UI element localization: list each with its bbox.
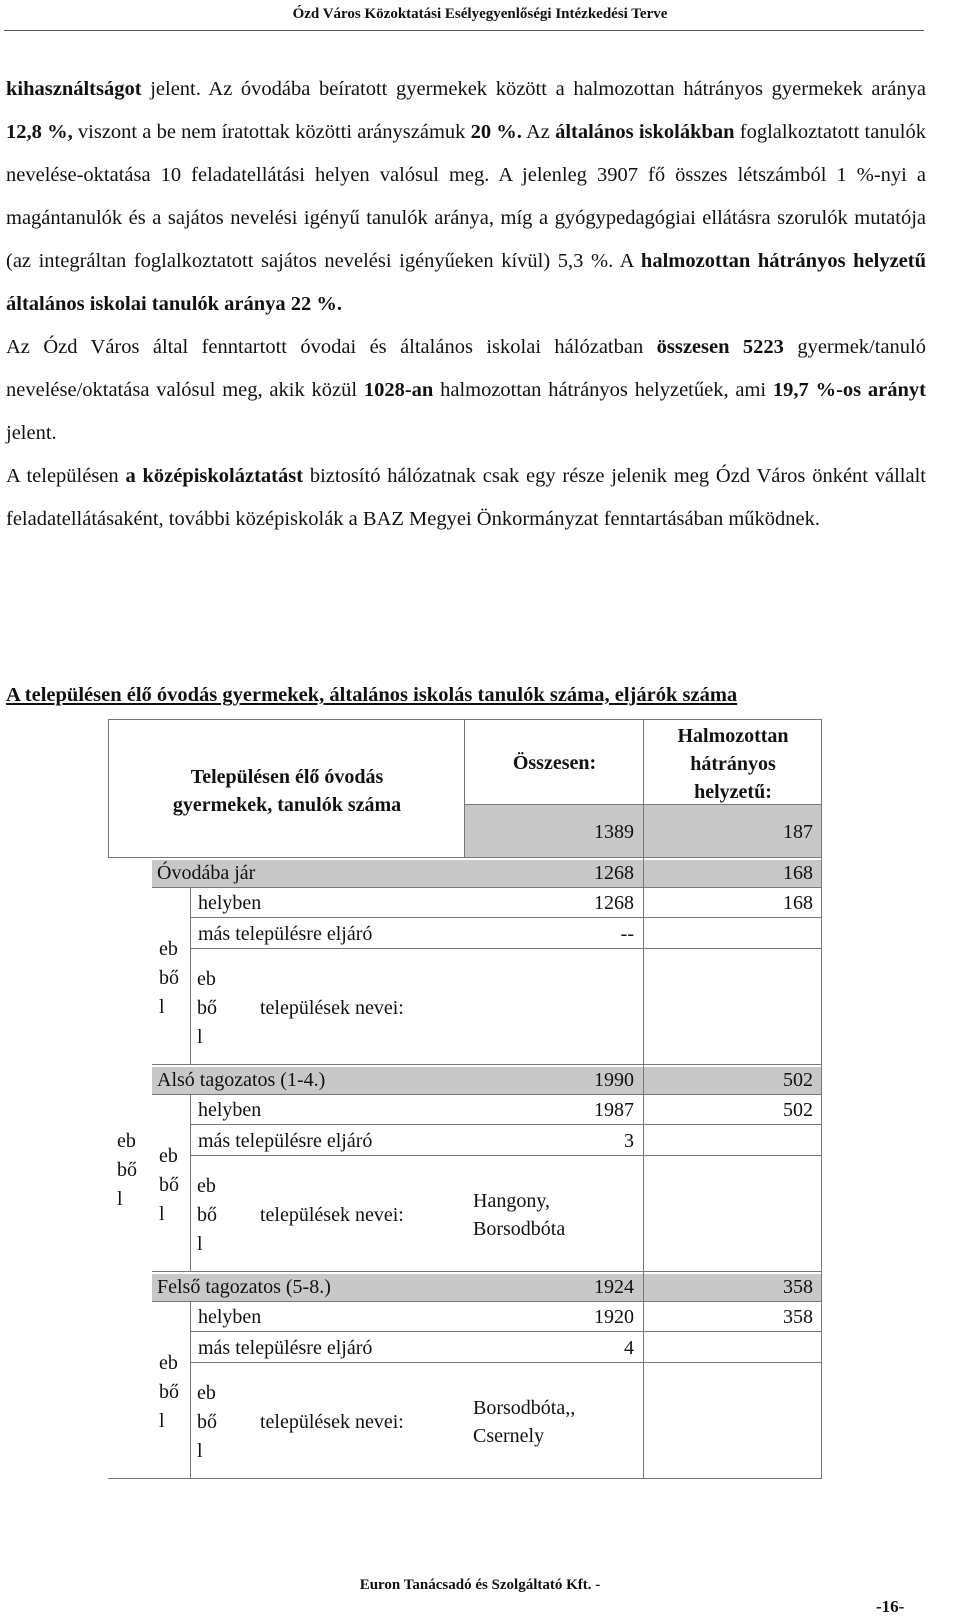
rule-s2-a [152,1094,822,1095]
rule-right [821,719,822,1478]
section-upper-mas-total: 4 [624,1337,634,1359]
p1-text-3: Az [521,121,556,143]
ebbol-3c: l [159,1203,165,1225]
rule-s2-b [190,1124,822,1125]
ebbol-1c: l [159,996,165,1018]
ebbol-5a: eb [159,1352,178,1374]
section-upper-helyben-total: 1920 [594,1306,634,1328]
p1-text-1: jelent. Az óvodába beíratott gyermekek között a halmozottan hátrányos gyermekek aránya [141,78,926,100]
section-kinder-helyben-hh: 168 [783,892,813,914]
section-kinder-helyben-label: helyben [198,892,262,914]
section-kinder-ebbol-2 [197,965,217,1052]
total-all-value: 1389 [594,821,634,843]
p1-bold-5: halmozottan hátrányos helyzetű általános iskolai tanulók aránya 22 %. [6,250,927,315]
p1-text-4: foglalkoztatott tanulók nevelése-oktatása 10 feladatellátási helyen valósul meg. A jelenleg 3907 fő összes létszámból 1 %-nyi a magántanulók és a sajátos nevelési igényű tanulók aránya, míg a gyógypedagógiai ellátásra szorulók mutatója (az integráltan foglalkoztatott sajátos nevelési igényűeken kívül) 5,3 %. A [6,121,926,272]
rule-top [108,719,822,720]
rule-s3-b [190,1331,822,1332]
p1-bold-4: általános iskolákban [555,121,735,143]
col-hh-header-1: Halmozottan [677,725,789,747]
section-lower-mas-total: 3 [624,1130,634,1152]
paragraph-1 [6,68,926,326]
ebbol-6b: bő [197,1411,217,1433]
p3-text-2: biztosító hálózatnak csak egy része jelenik meg Ózd Város önként vállalt feladatellátásaként, további középiskolák a BAZ Megyei Önkormányzat fenntartásában működnek. [6,465,926,530]
ebbol-1a: eb [159,938,178,960]
ebbol-outer-c: l [117,1188,123,1210]
table-title: A településen élő óvodás gyermekek, általános iskolás tanulók száma, eljárók száma [6,684,738,706]
rule-inner-1 [190,887,191,1064]
col-hh-header-3: helyzetű: [694,781,772,803]
col-hh-header-2: hátrányos [690,753,776,775]
total-hh-value: 187 [783,821,813,843]
p2-text-3: halmozottan hátrányos helyzetűek, ami [433,379,773,401]
col-total-header: Összesen: [512,752,597,774]
section-upper-hh: 358 [783,1276,813,1298]
rule-left [108,719,109,857]
rule-s1-c [190,948,822,949]
ebbol-4b: bő [197,1204,217,1226]
section-kinder-ebbol-1 [159,935,179,1022]
section-upper-nevek-1: Borsodbóta,, [473,1397,576,1419]
paragraph-2 [6,326,926,455]
section-lower-helyben-total: 1987 [594,1099,634,1121]
section-kinder-label: Óvodába jár [157,862,256,884]
rule-col-total [464,719,465,857]
body-text [6,68,926,541]
p1-bold-1: kihasználtságot [6,78,142,100]
section-kinder-mas-total: -- [620,923,634,945]
p3-text-1: A településen [6,465,126,487]
section-lower-nevek-label: települések nevei: [260,1204,404,1226]
rule-inner-2 [190,1094,191,1271]
section-lower-helyben-label: helyben [198,1099,262,1121]
ebbol-6c: l [197,1440,203,1462]
section-upper-nevek-label: települések nevei: [260,1411,404,1433]
section-kinder-helyben-total: 1268 [594,892,634,914]
page-number: -16- [876,1597,905,1616]
section-upper-helyben-hh: 358 [783,1306,813,1328]
ebbol-4c: l [197,1233,203,1255]
paragraph-3 [6,455,926,541]
rule-s3-a [152,1301,822,1302]
section-lower-nevek-2: Borsodbóta [473,1218,566,1240]
rule-inner-3 [190,1301,191,1478]
page-header: Ózd Város Közoktatási Esélyegyenlőségi Intézkedési Terve [292,6,668,22]
section-kinder-nevek-label: települések nevei: [260,997,404,1019]
p1-bold-2: 12,8 %, [6,121,73,143]
rule-s2-c [190,1155,822,1156]
p2-bold-3: 19,7 %-os arányt [772,379,926,401]
ebbol-2a: eb [197,968,216,990]
section-upper-ebbol-1 [159,1349,179,1436]
section-kinder-mas-label: más településre eljáró [198,923,373,945]
rule-col-hh [643,719,644,1478]
rule-s1-end [152,1064,822,1065]
ebbol-5b: bő [159,1381,179,1403]
header-rule [4,30,924,31]
p1-text-2: viszont a be nem íratottak közötti arányszámuk [72,121,471,143]
rule-bottom [108,1478,822,1479]
rule-s1-b [190,917,822,918]
row-label-line-1: Településen élő óvodás [190,766,384,788]
section-lower-helyben-hh: 502 [783,1099,813,1121]
p2-bold-2: 1028-an [363,379,434,401]
section-lower-mas-label: más településre eljáró [198,1130,373,1152]
rule-s3-c [190,1362,822,1363]
row-label-line-2: gyermekek, tanulók száma [172,794,402,816]
p2-text-4: jelent. [6,422,57,444]
ebbol-4a: eb [197,1175,216,1197]
ebbol-3a: eb [159,1145,178,1167]
rule-header-bottom [108,857,822,858]
section-kinder-total: 1268 [594,862,634,884]
p1-bold-3: 20 %. [470,121,522,143]
section-lower-nevek-1: Hangony, [473,1190,551,1212]
section-lower-ebbol-2 [197,1172,217,1259]
ebbol-6a: eb [197,1382,216,1404]
section-lower-label: Alsó tagozatos (1-4.) [157,1069,326,1091]
section-upper-label: Felső tagozatos (5-8.) [157,1276,331,1298]
section-upper-nevek-2: Csernely [473,1425,545,1447]
ebbol-3b: bő [159,1174,179,1196]
section-kinder-hh: 168 [783,862,813,884]
rule-s1-a [152,887,822,888]
ebbol-5c: l [159,1410,165,1432]
ebbol-1b: bő [159,967,179,989]
p3-bold-1: a középiskoláztatást [125,465,304,487]
ebbol-2b: bő [197,997,217,1019]
p2-text-1: Az Ózd Város által fenntartott óvodai és általános iskolai hálózatban [6,336,657,358]
section-upper-helyben-label: helyben [198,1306,262,1328]
section-upper-mas-label: más településre eljáró [198,1337,373,1359]
section-lower-total: 1990 [594,1069,634,1091]
p2-bold-1: összesen 5223 [656,336,784,358]
section-upper-total: 1924 [594,1276,634,1298]
ebbol-2c: l [197,1026,203,1048]
rule-s2-end [152,1271,822,1272]
page-footer: Euron Tanácsadó és Szolgáltató Kft. - [359,1577,601,1593]
ebbol-outer [117,1127,137,1214]
p2-text-2: gyermek/tanuló nevelése/oktatása valósul meg, akik közül [6,336,926,401]
section-upper-ebbol-2 [197,1379,217,1466]
section-lower-hh: 502 [783,1069,813,1091]
ebbol-outer-a: eb [117,1130,136,1152]
section-lower-ebbol-1 [159,1142,179,1229]
ebbol-outer-b: bő [117,1159,137,1181]
